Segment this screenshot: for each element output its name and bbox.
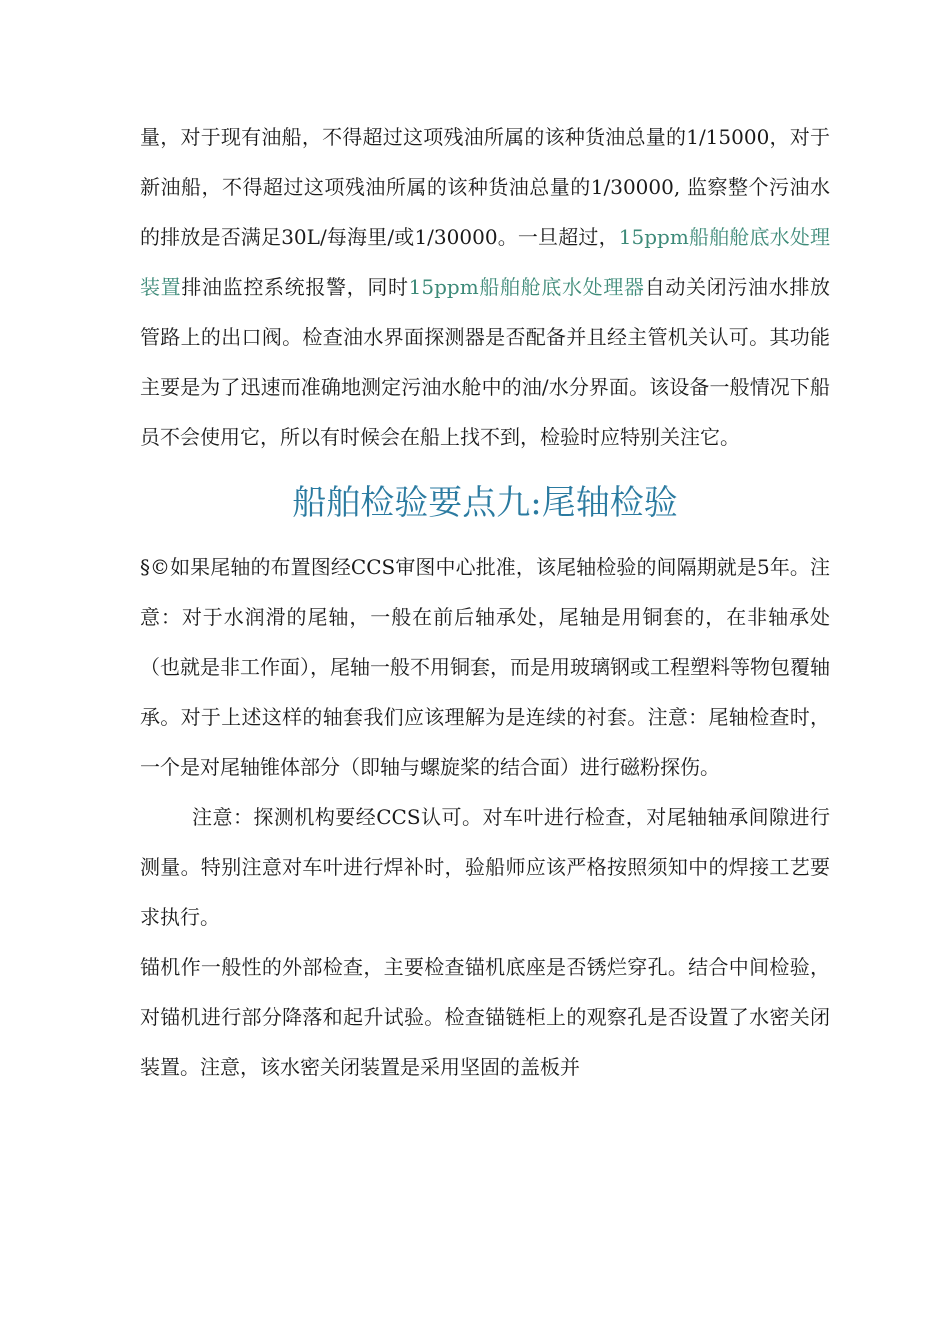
document-page — [140, 112, 830, 1092]
link-bilge-water-treatment-device[interactable]: 15ppm船舶舱底水处理装置 — [140, 225, 830, 299]
paragraph-text: 量，对于现有油船，不得超过这项残油所属的该种货油总量的1/15000，对于新油船，不得超过这项残油所属的该种货油总量的1/30000, 监察整个污油水的排放是否满足30L/每海里/或1/30000。一旦超过， — [140, 125, 830, 249]
link-bilge-water-treatment-unit[interactable]: 15ppm船舶舱底水处理器 — [408, 275, 645, 299]
paragraph-oil-discharge — [140, 112, 830, 462]
paragraph-windlass-inspection: 锚机作一般性的外部检查，主要检查锚机底座是否锈烂穿孔。结合中间检验，对锚机进行部分降落和起升试验。检查锚链柜上的观察孔是否设置了水密关闭装置。注意，该水密关闭装置是采用坚固的盖板并 — [140, 955, 830, 1079]
paragraph-text: 自动关闭污油水排放管路上的出口阀。检查油水界面探测器是否配备并且经主管机关认可。其功能主要是为了迅速而准确地测定污油水舱中的油/水分界面。该设备一般情况下船员不会使用它，所以有时候会在船上找不到，检验时应特别关注它。 — [140, 275, 831, 449]
section-title: 船舶检验要点九:尾轴检验 — [292, 483, 678, 523]
paragraph-propeller-inspection: 注意：探测机构要经CCS认可。对车叶进行检查，对尾轴轴承间隙进行测量。特别注意对车叶进行焊补时，验船师应该严格按照须知中的焊接工艺要求执行。 — [140, 805, 830, 929]
paragraph-tailshaft-interval: §©如果尾轴的布置图经CCS审图中心批准，该尾轴检验的间隔期就是5年。注意：对于水润滑的尾轴，一般在前后轴承处，尾轴是用铜套的，在非轴承处（也就是非工作面），尾轴一般不用铜套，而是用玻璃钢或工程塑料等物包覆轴承。对于上述这样的轴套我们应该理解为是连续的衬套。注意：尾轴检查时，一个是对尾轴锥体部分（即轴与螺旋桨的结合面）进行磁粉探伤。 — [140, 555, 830, 779]
paragraph-text: 排油监控系统报警，同时 — [181, 275, 409, 299]
